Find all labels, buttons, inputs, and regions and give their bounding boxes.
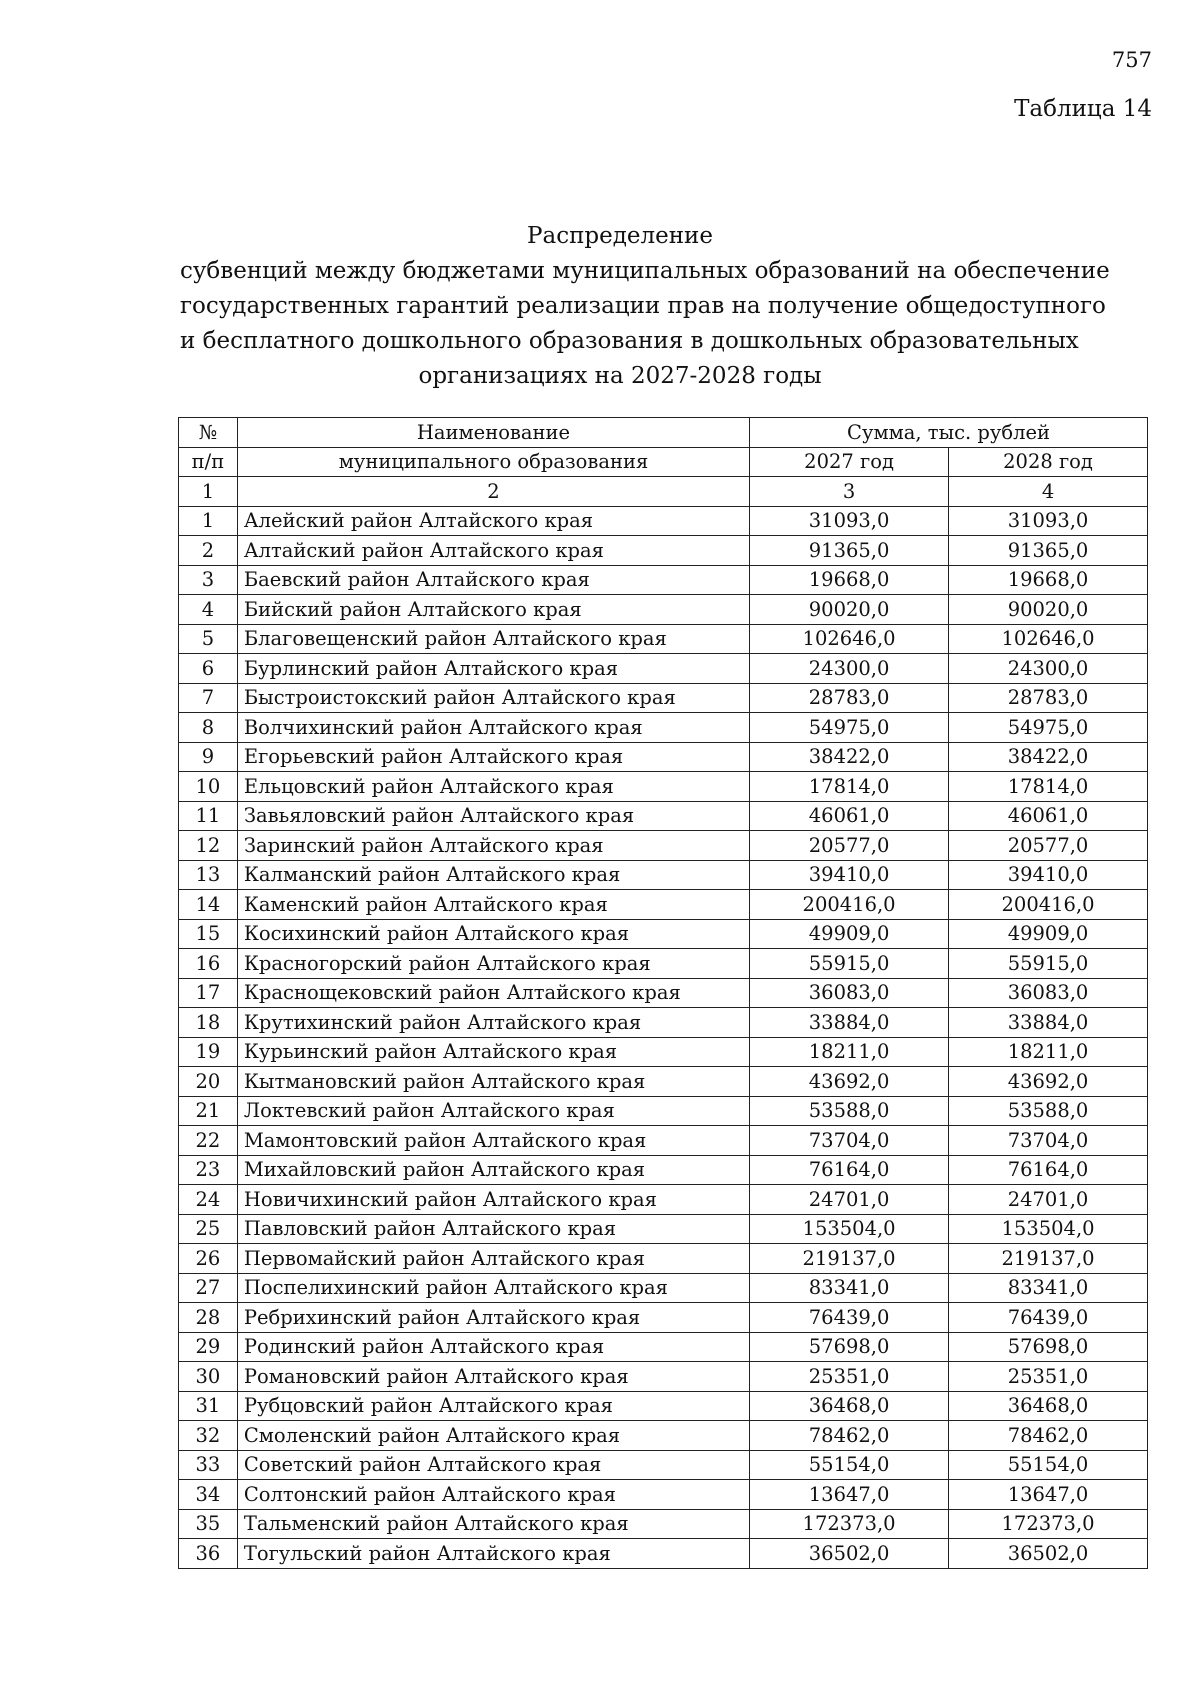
amount-2028: 46061,0	[949, 801, 1148, 831]
municipality-name: Советский район Алтайского края	[237, 1450, 749, 1480]
amount-2028: 53588,0	[949, 1096, 1148, 1126]
amount-2027: 38422,0	[750, 742, 949, 772]
amount-2027: 219137,0	[750, 1244, 949, 1274]
table-label: Таблица 14	[1014, 96, 1152, 122]
municipality-name: Благовещенский район Алтайского края	[237, 624, 749, 654]
column-number: 2	[237, 477, 749, 507]
table-row	[179, 506, 1148, 536]
table-row	[179, 1332, 1148, 1362]
amount-2027: 49909,0	[750, 919, 949, 949]
header-num-line2: п/п	[179, 447, 238, 477]
amount-2027: 76164,0	[750, 1155, 949, 1185]
row-number: 13	[179, 860, 238, 890]
amount-2027: 78462,0	[750, 1421, 949, 1451]
municipality-name: Локтевский район Алтайского края	[237, 1096, 749, 1126]
amount-2027: 24701,0	[750, 1185, 949, 1215]
amount-2027: 17814,0	[750, 772, 949, 802]
table-row	[179, 1185, 1148, 1215]
row-number: 33	[179, 1450, 238, 1480]
amount-2027: 91365,0	[750, 536, 949, 566]
row-number: 31	[179, 1391, 238, 1421]
table-row	[179, 1303, 1148, 1333]
row-number: 16	[179, 949, 238, 979]
amount-2028: 36468,0	[949, 1391, 1148, 1421]
table-row	[179, 1539, 1148, 1569]
row-number: 22	[179, 1126, 238, 1156]
table-row	[179, 713, 1148, 743]
table-row	[179, 1214, 1148, 1244]
municipality-name: Поспелихинский район Алтайского края	[237, 1273, 749, 1303]
table-row	[179, 536, 1148, 566]
amount-2028: 36502,0	[949, 1539, 1148, 1569]
table-row	[179, 624, 1148, 654]
row-number: 27	[179, 1273, 238, 1303]
table-row	[179, 772, 1148, 802]
table-row	[179, 1155, 1148, 1185]
table-row	[179, 890, 1148, 920]
row-number: 34	[179, 1480, 238, 1510]
amount-2027: 83341,0	[750, 1273, 949, 1303]
amount-2027: 54975,0	[750, 713, 949, 743]
row-number: 20	[179, 1067, 238, 1097]
table-row	[179, 1480, 1148, 1510]
amount-2027: 33884,0	[750, 1008, 949, 1038]
municipality-name: Родинский район Алтайского края	[237, 1332, 749, 1362]
title-line-3: государственных гарантий реализации прав на получение общедоступного	[180, 293, 1106, 319]
municipality-name: Солтонский район Алтайского края	[237, 1480, 749, 1510]
municipality-name: Бийский район Алтайского края	[237, 595, 749, 625]
municipality-name: Кытмановский район Алтайского края	[237, 1067, 749, 1097]
amount-2027: 55154,0	[750, 1450, 949, 1480]
amount-2027: 200416,0	[750, 890, 949, 920]
title-line-5: организациях на 2027-2028 годы	[418, 363, 822, 389]
municipality-name: Алтайский район Алтайского края	[237, 536, 749, 566]
municipality-name: Новичихинский район Алтайского края	[237, 1185, 749, 1215]
table-row	[179, 801, 1148, 831]
municipality-name: Красногорский район Алтайского края	[237, 949, 749, 979]
table-row	[179, 1509, 1148, 1539]
table-row	[179, 1126, 1148, 1156]
amount-2028: 76164,0	[949, 1155, 1148, 1185]
table-header-row-2	[179, 447, 1148, 477]
table-row	[179, 1067, 1148, 1097]
amount-2027: 31093,0	[750, 506, 949, 536]
amount-2028: 83341,0	[949, 1273, 1148, 1303]
amount-2027: 36502,0	[750, 1539, 949, 1569]
municipality-name: Краснощековский район Алтайского края	[237, 978, 749, 1008]
amount-2028: 28783,0	[949, 683, 1148, 713]
row-number: 24	[179, 1185, 238, 1215]
municipality-name: Тогульский район Алтайского края	[237, 1539, 749, 1569]
table-row	[179, 1273, 1148, 1303]
amount-2028: 90020,0	[949, 595, 1148, 625]
amount-2027: 28783,0	[750, 683, 949, 713]
header-name-line1: Наименование	[237, 418, 749, 448]
amount-2028: 49909,0	[949, 919, 1148, 949]
amount-2028: 18211,0	[949, 1037, 1148, 1067]
amount-2027: 172373,0	[750, 1509, 949, 1539]
amount-2028: 17814,0	[949, 772, 1148, 802]
row-number: 11	[179, 801, 238, 831]
row-number: 19	[179, 1037, 238, 1067]
amount-2028: 33884,0	[949, 1008, 1148, 1038]
municipality-name: Заринский район Алтайского края	[237, 831, 749, 861]
header-name-line2: муниципального образования	[237, 447, 749, 477]
row-number: 6	[179, 654, 238, 684]
amount-2027: 102646,0	[750, 624, 949, 654]
subvention-table	[178, 417, 1148, 1569]
amount-2027: 90020,0	[750, 595, 949, 625]
amount-2027: 153504,0	[750, 1214, 949, 1244]
municipality-name: Тальменский район Алтайского края	[237, 1509, 749, 1539]
table-row	[179, 1450, 1148, 1480]
amount-2027: 36468,0	[750, 1391, 949, 1421]
amount-2027: 18211,0	[750, 1037, 949, 1067]
column-number: 1	[179, 477, 238, 507]
municipality-name: Михайловский район Алтайского края	[237, 1155, 749, 1185]
municipality-name: Рубцовский район Алтайского края	[237, 1391, 749, 1421]
column-number: 3	[750, 477, 949, 507]
header-sum: Сумма, тыс. рублей	[750, 418, 1148, 448]
amount-2027: 43692,0	[750, 1067, 949, 1097]
amount-2028: 73704,0	[949, 1126, 1148, 1156]
row-number: 21	[179, 1096, 238, 1126]
table-row	[179, 1008, 1148, 1038]
municipality-name: Крутихинский район Алтайского края	[237, 1008, 749, 1038]
row-number: 26	[179, 1244, 238, 1274]
amount-2028: 19668,0	[949, 565, 1148, 595]
row-number: 5	[179, 624, 238, 654]
header-year-2027: 2027 год	[750, 447, 949, 477]
row-number: 4	[179, 595, 238, 625]
amount-2028: 54975,0	[949, 713, 1148, 743]
table-row	[179, 1037, 1148, 1067]
amount-2028: 36083,0	[949, 978, 1148, 1008]
amount-2028: 20577,0	[949, 831, 1148, 861]
amount-2027: 53588,0	[750, 1096, 949, 1126]
row-number: 8	[179, 713, 238, 743]
amount-2028: 76439,0	[949, 1303, 1148, 1333]
amount-2028: 39410,0	[949, 860, 1148, 890]
table-row	[179, 595, 1148, 625]
amount-2028: 102646,0	[949, 624, 1148, 654]
row-number: 23	[179, 1155, 238, 1185]
table-header-row-1	[179, 418, 1148, 448]
page-number: 757	[1111, 48, 1152, 72]
row-number: 18	[179, 1008, 238, 1038]
municipality-name: Быстроистокский район Алтайского края	[237, 683, 749, 713]
municipality-name: Мамонтовский район Алтайского края	[237, 1126, 749, 1156]
table-row	[179, 1362, 1148, 1392]
amount-2028: 31093,0	[949, 506, 1148, 536]
row-number: 9	[179, 742, 238, 772]
amount-2028: 43692,0	[949, 1067, 1148, 1097]
amount-2028: 91365,0	[949, 536, 1148, 566]
header-num-line1: №	[179, 418, 238, 448]
amount-2027: 57698,0	[750, 1332, 949, 1362]
row-number: 29	[179, 1332, 238, 1362]
amount-2027: 46061,0	[750, 801, 949, 831]
amount-2028: 24701,0	[949, 1185, 1148, 1215]
municipality-name: Смоленский район Алтайского края	[237, 1421, 749, 1451]
municipality-name: Калманский район Алтайского края	[237, 860, 749, 890]
row-number: 3	[179, 565, 238, 595]
row-number: 7	[179, 683, 238, 713]
row-number: 1	[179, 506, 238, 536]
municipality-name: Первомайский район Алтайского края	[237, 1244, 749, 1274]
amount-2028: 55915,0	[949, 949, 1148, 979]
amount-2027: 13647,0	[750, 1480, 949, 1510]
title-line-2: субвенций между бюджетами муниципальных образований на обеспечение	[180, 258, 1110, 284]
row-number: 2	[179, 536, 238, 566]
table-row	[179, 1096, 1148, 1126]
municipality-name: Каменский район Алтайского края	[237, 890, 749, 920]
row-number: 28	[179, 1303, 238, 1333]
municipality-name: Курьинский район Алтайского края	[237, 1037, 749, 1067]
amount-2028: 153504,0	[949, 1214, 1148, 1244]
row-number: 17	[179, 978, 238, 1008]
municipality-name: Алейский район Алтайского края	[237, 506, 749, 536]
amount-2028: 200416,0	[949, 890, 1148, 920]
amount-2027: 39410,0	[750, 860, 949, 890]
row-number: 15	[179, 919, 238, 949]
municipality-name: Волчихинский район Алтайского края	[237, 713, 749, 743]
column-number: 4	[949, 477, 1148, 507]
table-row	[179, 565, 1148, 595]
amount-2028: 24300,0	[949, 654, 1148, 684]
row-number: 10	[179, 772, 238, 802]
amount-2027: 20577,0	[750, 831, 949, 861]
amount-2027: 73704,0	[750, 1126, 949, 1156]
municipality-name: Ребрихинский район Алтайского края	[237, 1303, 749, 1333]
row-number: 14	[179, 890, 238, 920]
row-number: 25	[179, 1214, 238, 1244]
amount-2027: 55915,0	[750, 949, 949, 979]
amount-2028: 57698,0	[949, 1332, 1148, 1362]
amount-2027: 76439,0	[750, 1303, 949, 1333]
municipality-name: Баевский район Алтайского края	[237, 565, 749, 595]
amount-2027: 24300,0	[750, 654, 949, 684]
municipality-name: Егорьевский район Алтайского края	[237, 742, 749, 772]
column-number-row	[179, 477, 1148, 507]
title-line-4: и бесплатного дошкольного образования в дошкольных образовательных	[180, 328, 1079, 354]
table-row	[179, 1391, 1148, 1421]
table-row	[179, 683, 1148, 713]
table-row	[179, 949, 1148, 979]
municipality-name: Косихинский район Алтайского края	[237, 919, 749, 949]
municipality-name: Завьяловский район Алтайского края	[237, 801, 749, 831]
row-number: 35	[179, 1509, 238, 1539]
row-number: 36	[179, 1539, 238, 1569]
title-line-1: Распределение	[527, 223, 713, 249]
municipality-name: Павловский район Алтайского края	[237, 1214, 749, 1244]
header-year-2028: 2028 год	[949, 447, 1148, 477]
document-title	[180, 219, 1110, 394]
table-row	[179, 831, 1148, 861]
municipality-name: Бурлинский район Алтайского края	[237, 654, 749, 684]
table-row	[179, 860, 1148, 890]
amount-2028: 38422,0	[949, 742, 1148, 772]
table-row	[179, 1244, 1148, 1274]
table-row	[179, 978, 1148, 1008]
municipality-name: Ельцовский район Алтайского края	[237, 772, 749, 802]
amount-2028: 55154,0	[949, 1450, 1148, 1480]
amount-2028: 13647,0	[949, 1480, 1148, 1510]
amount-2027: 36083,0	[750, 978, 949, 1008]
table-row	[179, 654, 1148, 684]
table-row	[179, 1421, 1148, 1451]
amount-2027: 25351,0	[750, 1362, 949, 1392]
row-number: 30	[179, 1362, 238, 1392]
amount-2028: 78462,0	[949, 1421, 1148, 1451]
row-number: 12	[179, 831, 238, 861]
table-row	[179, 742, 1148, 772]
amount-2028: 25351,0	[949, 1362, 1148, 1392]
amount-2028: 219137,0	[949, 1244, 1148, 1274]
municipality-name: Романовский район Алтайского края	[237, 1362, 749, 1392]
amount-2027: 19668,0	[750, 565, 949, 595]
table-row	[179, 919, 1148, 949]
amount-2028: 172373,0	[949, 1509, 1148, 1539]
row-number: 32	[179, 1421, 238, 1451]
